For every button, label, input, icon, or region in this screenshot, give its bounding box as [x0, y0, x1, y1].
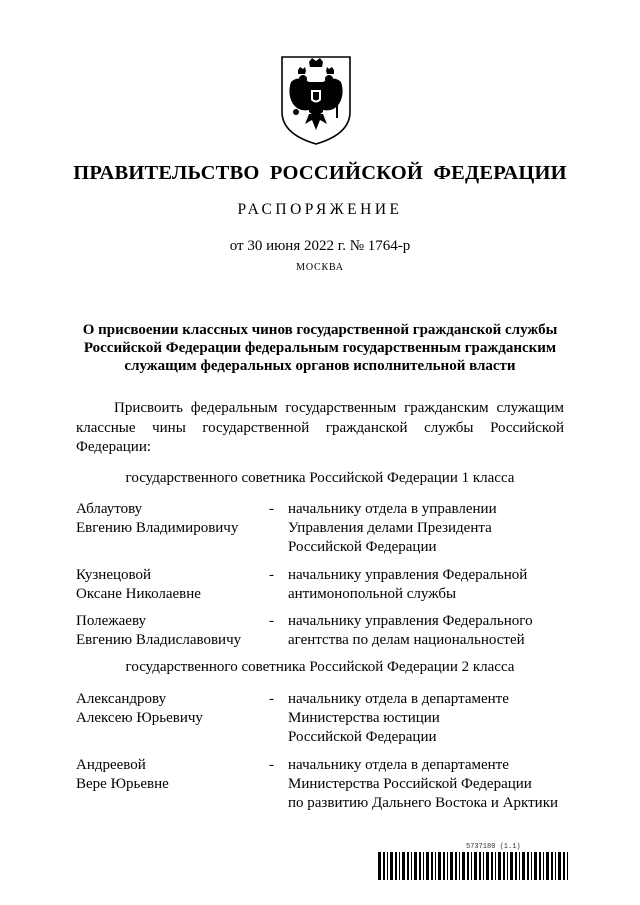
subject-line: служащим федеральных органов исполнительной власти [124, 358, 516, 374]
person-name [76, 500, 266, 538]
given-names: Вере Юрьевне [76, 776, 169, 792]
person-name [76, 756, 266, 794]
surname: Андреевой [76, 757, 146, 773]
subject-line: Российской Федерации федеральным государственным гражданским [83, 340, 557, 356]
person-position [288, 612, 578, 650]
position-line: Министерства юстиции [288, 710, 440, 726]
position-line: начальнику управления Федерального [288, 613, 533, 629]
barcode-image [378, 852, 570, 880]
position-line: начальнику отдела в департаменте [288, 691, 509, 707]
person-name [76, 612, 266, 650]
document-type: РАСПОРЯЖЕНИЕ [237, 201, 403, 218]
position-line: начальнику отдела в департаменте [288, 757, 509, 773]
position-line: начальнику отдела в управлении [288, 501, 497, 517]
dash: - [269, 691, 274, 707]
dash: - [269, 757, 274, 773]
date-number: от 30 июня 2022 г. № 1764-р [229, 238, 411, 254]
surname: Кузнецовой [76, 567, 152, 583]
person-entry [76, 756, 576, 816]
given-names: Оксане Николаевне [76, 586, 201, 602]
position-line: по развитию Дальнего Востока и Арктики [288, 795, 559, 811]
person-name [76, 690, 266, 728]
given-names: Евгению Владимировичу [76, 520, 239, 536]
given-names: Алексею Юрьевичу [76, 710, 203, 726]
document-subject [72, 321, 568, 375]
government-title: ПРАВИТЕЛЬСТВО РОССИЙСКОЙ ФЕДЕРАЦИИ [73, 162, 567, 184]
surname: Полежаеву [76, 613, 147, 629]
position-line: Российской Федерации [288, 539, 437, 555]
position-line: начальнику управления Федеральной [288, 567, 528, 583]
subject-line: О присвоении классных чинов государственной гражданской службы [82, 322, 558, 338]
surname: Аблаутову [76, 501, 143, 517]
rank-heading: государственного советника Российской Федерации 2 класса [125, 659, 515, 675]
document-code: 5737180 (1.1) [466, 843, 521, 851]
position-line: Управления делами Президента [288, 520, 492, 536]
surname: Александрову [76, 691, 167, 707]
person-position [288, 566, 578, 604]
position-line: антимонопольной службы [288, 586, 457, 602]
dash: - [269, 613, 274, 629]
coat-of-arms-emblem [279, 54, 353, 146]
city: МОСКВА [296, 262, 344, 273]
intro-paragraph: Присвоить федеральным государственным гражданским служащим классные чины государственной гражданской службы Российской Федерации: [76, 400, 564, 455]
person-position [288, 690, 578, 747]
rank-heading: государственного советника Российской Федерации 1 класса [125, 470, 515, 486]
person-position [288, 756, 578, 813]
position-line: агентства по делам национальностей [288, 632, 525, 648]
given-names: Евгению Владиславовичу [76, 632, 242, 648]
person-name [76, 566, 266, 604]
person-position [288, 500, 578, 557]
position-line: Министерства Российской Федерации [288, 776, 532, 792]
position-line: Российской Федерации [288, 729, 437, 745]
dash: - [269, 567, 274, 583]
person-entry [76, 500, 576, 560]
person-entry [76, 690, 576, 750]
dash: - [269, 501, 274, 517]
